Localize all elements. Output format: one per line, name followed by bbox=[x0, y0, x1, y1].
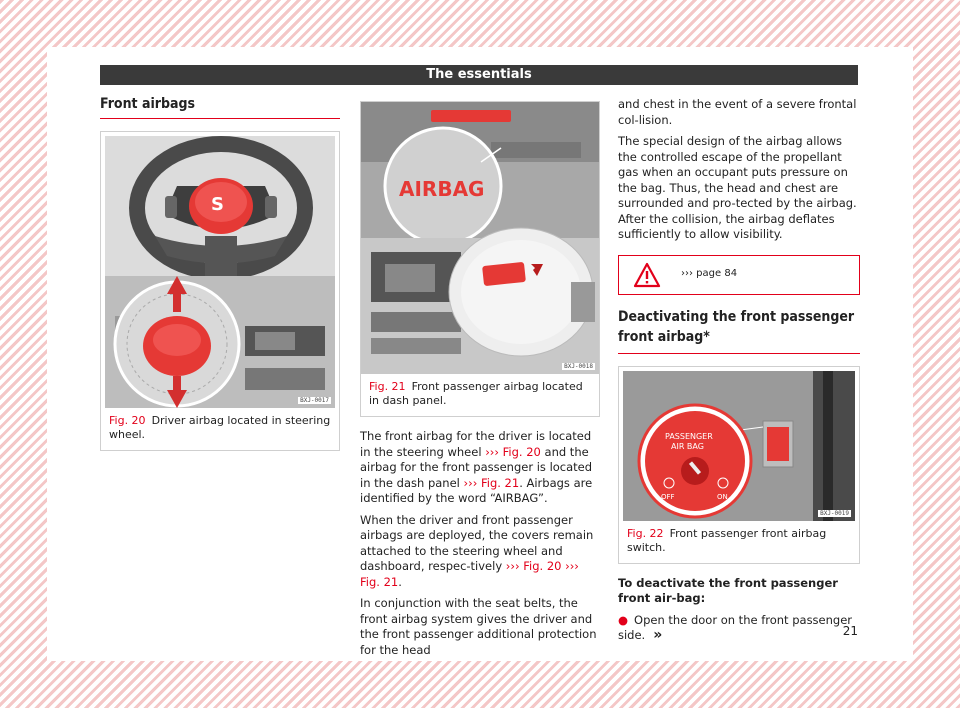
warning-triangle-icon bbox=[633, 262, 661, 288]
text-run: and the airbag for the front passenger is located in the dash panel bbox=[360, 444, 593, 490]
figure-code: BXJ-0017 bbox=[300, 397, 329, 404]
figure-caption bbox=[361, 374, 599, 416]
figure-caption-text: Front passenger airbag located in dash panel. bbox=[369, 380, 583, 407]
figure-number: Fig. 21 bbox=[369, 380, 406, 393]
figure-caption-text: Front passenger front airbag switch. bbox=[627, 526, 827, 554]
figure-reference-link[interactable]: ››› Fig. 20 bbox=[505, 559, 562, 573]
steering-wheel-graphic bbox=[105, 136, 335, 408]
warning-box bbox=[618, 255, 860, 295]
svg-text:S: S bbox=[211, 194, 224, 215]
figure-caption-text: Driver airbag located in steering wheel. bbox=[109, 414, 331, 441]
figure-reference-link[interactable]: ››› Fig. 21 bbox=[463, 475, 520, 490]
figure-caption bbox=[101, 408, 339, 450]
continue-marker: » bbox=[653, 627, 663, 643]
figure-caption bbox=[619, 521, 859, 563]
dashboard-graphic bbox=[361, 102, 599, 374]
figure-reference-link[interactable]: ››› Fig. 20 bbox=[485, 444, 541, 459]
text-run: When the driver and front passenger airbags are deployed, the covers remain attached to the steering wheel and dashboard, respec-tively bbox=[360, 512, 594, 573]
column-1 bbox=[100, 96, 340, 451]
text-run: The front airbag for the driver is located in the steering wheel bbox=[360, 429, 592, 459]
driver-airbag-illustration bbox=[105, 136, 335, 408]
paragraph-1 bbox=[360, 429, 600, 507]
airbag-switch-graphic bbox=[623, 371, 855, 521]
column-2 bbox=[360, 101, 600, 664]
switch-on-label: ON bbox=[717, 492, 728, 501]
section-title-deactivating: Deactivating the front passenger front airbag* bbox=[618, 307, 860, 354]
switch-title-2: AIR BAG bbox=[671, 441, 704, 451]
airbag-switch-illustration bbox=[623, 371, 855, 521]
instruction-title: To deactivate the front passenger front air-bag: bbox=[618, 575, 838, 605]
text-run: . Airbags are identified by the word “AIRBAG”. bbox=[360, 475, 593, 505]
figure-number: Fig. 20 bbox=[109, 414, 146, 427]
switch-off-label: OFF bbox=[661, 492, 675, 501]
figure-number: Fig. 22 bbox=[627, 526, 664, 540]
list-item bbox=[618, 613, 860, 644]
bullet-text: Open the door on the front passenger side. bbox=[618, 612, 853, 642]
section-title-front-airbags: Front airbags bbox=[100, 96, 340, 119]
switch-title-1: PASSENGER bbox=[665, 431, 713, 441]
bullet-icon: ● bbox=[618, 612, 629, 627]
paragraph-cont: and chest in the event of a severe frontal col-lision. bbox=[618, 97, 857, 127]
figure-21 bbox=[360, 101, 600, 417]
column-3 bbox=[618, 97, 860, 644]
chapter-header: The essentials bbox=[100, 65, 858, 85]
paragraph-2 bbox=[360, 513, 600, 591]
figure-code: BXJ-0018 bbox=[564, 363, 593, 370]
page-number: 21 bbox=[842, 624, 858, 638]
body-text bbox=[360, 429, 600, 658]
paragraph-3: In conjunction with the seat belts, the front airbag system gives the driver and the front passenger additional protection for the head bbox=[360, 596, 597, 657]
figure-code: BXJ-0019 bbox=[820, 509, 849, 517]
figure-22 bbox=[618, 366, 860, 564]
figure-reference-link[interactable]: ››› Fig. 21 bbox=[360, 559, 579, 589]
airbag-label: AIRBAG bbox=[399, 177, 485, 201]
warning-page-link[interactable]: ››› page 84 bbox=[681, 267, 738, 279]
paragraph-design: The special design of the airbag allows the controlled escape of the propellant gas when an occupant puts pressure on the bag. Thus, the head and chest are surrounded and pro-tected by the airbag. After the collision, the airbag deflates sufficiently to allow visibility. bbox=[618, 134, 857, 241]
passenger-airbag-illustration bbox=[361, 102, 599, 374]
figure-20 bbox=[100, 131, 340, 451]
text-run: . bbox=[398, 574, 402, 589]
